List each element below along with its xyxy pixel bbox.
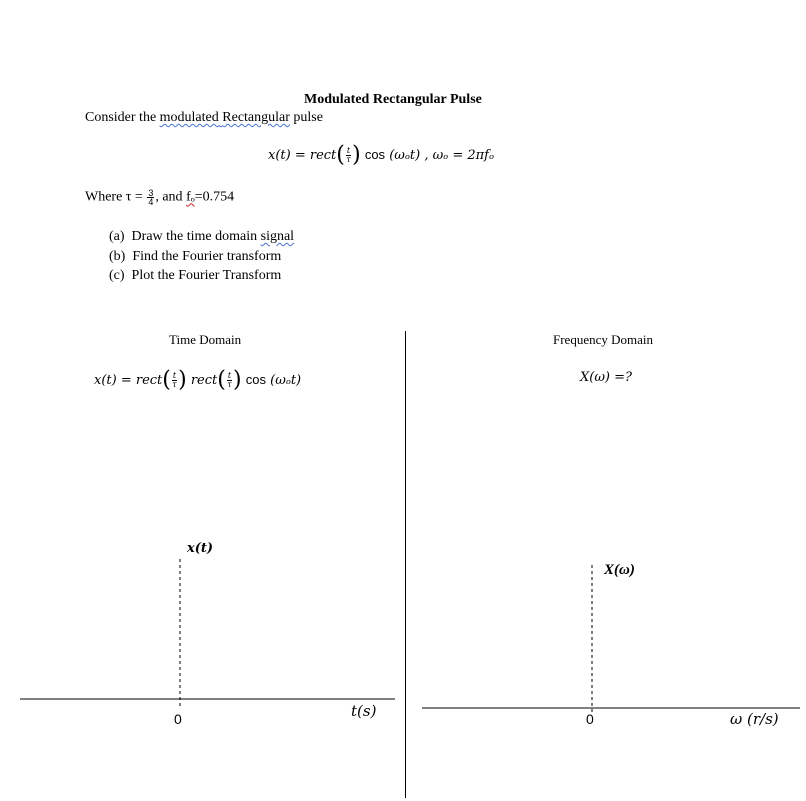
main-eq-arg: (ωₒt) — [389, 148, 421, 163]
task-text-signal: signal — [260, 229, 295, 244]
main-eq-frac-num: t — [346, 146, 351, 155]
main-eq-omega-def: , ωₒ = 2πfₒ — [420, 148, 494, 163]
time-origin-label: 0 — [174, 711, 182, 727]
time-x-label: t(s) — [351, 702, 377, 720]
time-eq-close-paren-2: ) — [233, 367, 242, 393]
main-eq-lhs: x(t) = rect — [268, 148, 337, 163]
time-eq-open-paren-1: ( — [162, 367, 171, 393]
frequency-domain-equation: X(ω) =? — [580, 370, 632, 385]
time-eq-frac-den: τ — [172, 380, 177, 389]
intro-word-rectangular: Rectangular — [222, 110, 290, 125]
frequency-y-label: X(ω) — [604, 562, 635, 578]
where-frac-num: 3 — [148, 188, 154, 198]
time-domain-heading: Time Domain — [169, 332, 242, 347]
intro-prefix: Consider the — [85, 110, 160, 125]
main-eq-frac-den: τ — [346, 155, 351, 164]
time-eq-mid: rect — [186, 373, 218, 388]
frequency-domain-heading: Frequency Domain — [553, 332, 654, 347]
frequency-x-label: ω (r/s) — [730, 710, 779, 728]
time-eq-arg: (ωₒt) — [270, 373, 302, 388]
task-text: Draw the time domain — [131, 229, 261, 244]
where-frac-den: 4 — [148, 197, 154, 207]
intro-suffix: pulse — [289, 110, 323, 125]
task-text: Plot the Fourier Transform — [131, 268, 282, 283]
where-comma: , — [155, 189, 159, 205]
task-marker: (c) — [109, 268, 125, 283]
time-eq-frac-den: τ — [227, 380, 232, 389]
frequency-origin-label: 0 — [586, 711, 594, 727]
time-eq-close-paren-1: ) — [178, 367, 187, 393]
task-text: Find the Fourier transform — [132, 248, 282, 264]
task-marker: (a) — [109, 229, 125, 244]
intro-word-modulated: modulated — [159, 110, 219, 125]
time-eq-open-paren-2: ( — [217, 367, 226, 393]
time-eq-lhs: x(t) = rect — [94, 373, 163, 388]
time-eq-frac-num: t — [227, 371, 232, 380]
where-value: =0.754 — [194, 189, 235, 205]
time-eq-frac-num: t — [172, 371, 177, 380]
task-marker: (b) — [109, 248, 126, 264]
where-prefix: Where τ = — [85, 189, 147, 205]
main-eq-close-paren: ) — [352, 142, 361, 168]
time-eq-cos: cos — [245, 372, 267, 387]
time-y-label: x(t) — [187, 541, 214, 556]
main-eq-cos: cos — [364, 147, 386, 162]
page-title: Modulated Rectangular Pulse — [304, 92, 482, 107]
where-and: and — [158, 189, 187, 205]
main-eq-open-paren: ( — [336, 142, 345, 168]
where-f-label: fₒ — [186, 189, 195, 205]
